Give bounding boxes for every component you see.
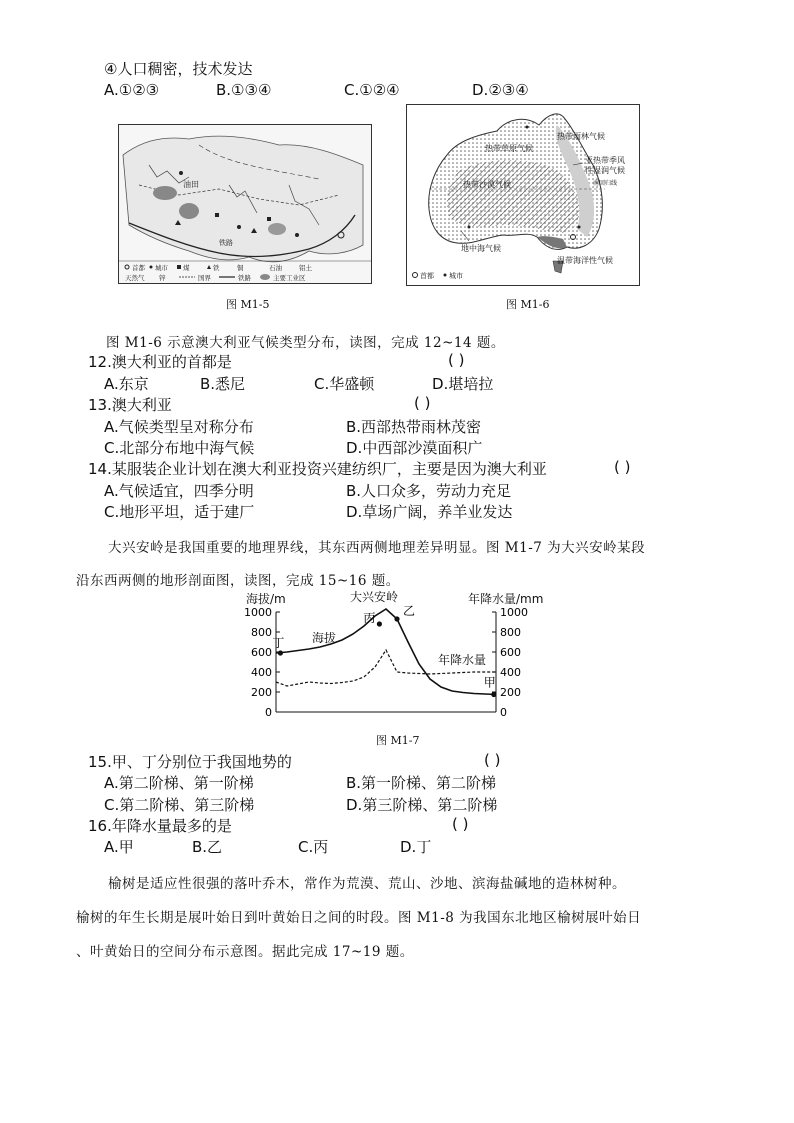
legend-capital: 首都	[132, 264, 145, 272]
profile-point-1	[377, 621, 382, 626]
q16-option-d: D.丁	[400, 838, 432, 856]
precipitation-label: 年降水量	[438, 653, 487, 667]
australia-climate-drawing	[407, 105, 639, 285]
left-tick-label: 400	[251, 666, 272, 679]
label-monsoon-1: 亚热带季风	[585, 156, 625, 165]
left-tick-label: 1000	[244, 606, 272, 619]
right-tick-label: 800	[500, 626, 521, 639]
left-tick-label: 0	[265, 706, 272, 719]
option-4-text: ④人口稠密，技术发达	[104, 60, 253, 78]
figure-m1-6-map	[406, 104, 640, 286]
map-label-railway: 铁路	[219, 239, 233, 247]
q14-option-a: A.气候适宜，四季分明	[104, 482, 254, 500]
profile-point-label-3: 甲	[483, 675, 496, 690]
legend-coal: 煤	[183, 264, 190, 272]
legend-iron: 铁	[213, 264, 220, 272]
left-tick-label: 800	[251, 626, 272, 639]
intro-17-19-line3: 、叶黄始日的空间分布示意图。据此完成 17~19 题。	[76, 944, 414, 960]
prev-choice-c: C.①②④	[344, 81, 400, 99]
right-ticks	[492, 606, 528, 719]
right-tick-label: 0	[500, 706, 507, 719]
legend-city-2: 城市	[449, 272, 463, 280]
intro-15-16-line1: 大兴安岭是我国重要的地理界线，其东西两侧地理差异明显。图 M1-7 为大兴安岭某段	[108, 540, 646, 556]
q14-paren: ( )	[614, 458, 631, 476]
q16-stem: 16.年降水量最多的是	[88, 817, 232, 835]
q12-paren: ( )	[448, 351, 465, 369]
map-label-oilfield: 油田	[183, 180, 199, 189]
profile-point-0	[278, 650, 283, 655]
right-tick-label: 1000	[500, 606, 528, 619]
legend-gas: 天然气	[125, 274, 145, 282]
profile-point-label-1: 丙	[363, 611, 376, 625]
q13-stem: 13.澳大利亚	[88, 396, 172, 414]
legend-city: 城市	[155, 264, 168, 272]
q12-option-a: A.东京	[104, 375, 149, 393]
q13-option-d: D.中西部沙漠面积广	[346, 439, 483, 457]
left-ticks	[244, 606, 280, 719]
q15-paren: ( )	[484, 751, 501, 769]
profile-point-label-2: 乙	[403, 604, 416, 618]
left-tick-label: 200	[251, 686, 272, 699]
right-axis-title: 年降水量/mm	[468, 592, 544, 606]
intro-17-19-line2: 榆树的年生长期是展叶始日到叶黄始日之间的时段。图 M1-8 为我国东北地区榆树展叶始日	[76, 910, 642, 926]
q16-paren: ( )	[452, 815, 469, 833]
label-mediterranean: 地中海气候	[461, 244, 501, 253]
q14-option-d: D.草场广阔，养羊业发达	[346, 503, 513, 521]
figure-m1-5-caption: 图 M1-5	[226, 298, 270, 311]
q16-option-a: A.甲	[104, 838, 134, 856]
label-grassland: 热带草原气候	[485, 144, 533, 153]
label-rainforest: 热带雨林气候	[557, 132, 605, 141]
figure-m1-7-caption: 图 M1-7	[376, 734, 420, 747]
q13-option-b: B.西部热带雨林茂密	[346, 418, 482, 436]
right-tick-label: 600	[500, 646, 521, 659]
label-oceanic: 温带海洋性气候	[557, 256, 613, 265]
q15-option-d: D.第三阶梯、第二阶梯	[346, 796, 498, 814]
map-drawing	[119, 125, 371, 283]
left-axis-title: 海拔/m	[246, 592, 286, 606]
right-tick-label: 200	[500, 686, 521, 699]
legend-copper: 铜	[237, 264, 244, 272]
q15-option-b: B.第一阶梯、第二阶梯	[346, 774, 497, 792]
q15-stem: 15.甲、丁分别位于我国地势的	[88, 753, 292, 771]
q15-option-c: C.第二阶梯、第三阶梯	[104, 796, 255, 814]
q13-option-a: A.气候类型呈对称分布	[104, 418, 254, 436]
profile-point-3	[491, 692, 496, 697]
figure-m1-7-chart	[236, 590, 556, 720]
legend-zinc: 锌	[159, 274, 166, 282]
legend-rail: 铁路	[238, 274, 251, 282]
prev-choice-b: B.①③④	[216, 81, 272, 99]
q12-option-b: B.悉尼	[200, 375, 246, 393]
prev-choice-d: D.②③④	[472, 81, 529, 99]
legend-industrial-zone: 主要工业区	[273, 274, 306, 282]
q13-option-c: C.北部分布地中海气候	[104, 439, 255, 457]
q16-option-b: B.乙	[192, 838, 223, 856]
profile-point-label-0: 丁	[272, 636, 285, 650]
intro-15-16-line2: 沿东西两侧的地形剖面图，读图，完成 15~16 题。	[76, 573, 400, 589]
left-tick-label: 600	[251, 646, 272, 659]
q16-option-c: C.丙	[298, 838, 329, 856]
peak-label: 大兴安岭	[350, 590, 399, 604]
legend-bauxite: 铝土	[299, 264, 312, 272]
q14-stem: 14.某服装企业计划在澳大利亚投资兴建纺织厂，主要是因为澳大利亚	[88, 460, 547, 478]
q14-option-c: C.地形平坦，适于建厂	[104, 503, 255, 521]
figure-m1-5-map	[118, 124, 372, 284]
legend-border: 国界	[198, 274, 211, 282]
q12-option-d: D.堪培拉	[432, 375, 494, 393]
q15-option-a: A.第二阶梯、第一阶梯	[104, 774, 254, 792]
intro-12-14: 图 M1-6 示意澳大利亚气候类型分布，读图，完成 12~14 题。	[106, 335, 505, 351]
prev-choice-a: A.①②③	[104, 81, 160, 99]
q12-stem: 12.澳大利亚的首都是	[88, 353, 232, 371]
label-desert: 热带沙漠气候	[463, 180, 511, 189]
profile-point-2	[394, 616, 399, 621]
legend-capital-2: 首都	[420, 272, 434, 280]
q12-option-c: C.华盛顿	[314, 375, 375, 393]
q13-paren: ( )	[414, 394, 431, 412]
label-monsoon-2: 性湿润气候	[585, 166, 625, 175]
figure-m1-6-caption: 图 M1-6	[506, 298, 550, 311]
label-tropic: 南回归线	[593, 180, 618, 187]
elevation-label: 海拔	[312, 631, 337, 645]
q14-option-b: B.人口众多，劳动力充足	[346, 482, 512, 500]
right-tick-label: 400	[500, 666, 521, 679]
intro-17-19-line1: 榆树是适应性很强的落叶乔木，常作为荒漠、荒山、沙地、滨海盐碱地的造林树种。	[108, 876, 626, 892]
legend-oil: 石油	[269, 264, 282, 272]
elevation-line	[276, 609, 496, 695]
